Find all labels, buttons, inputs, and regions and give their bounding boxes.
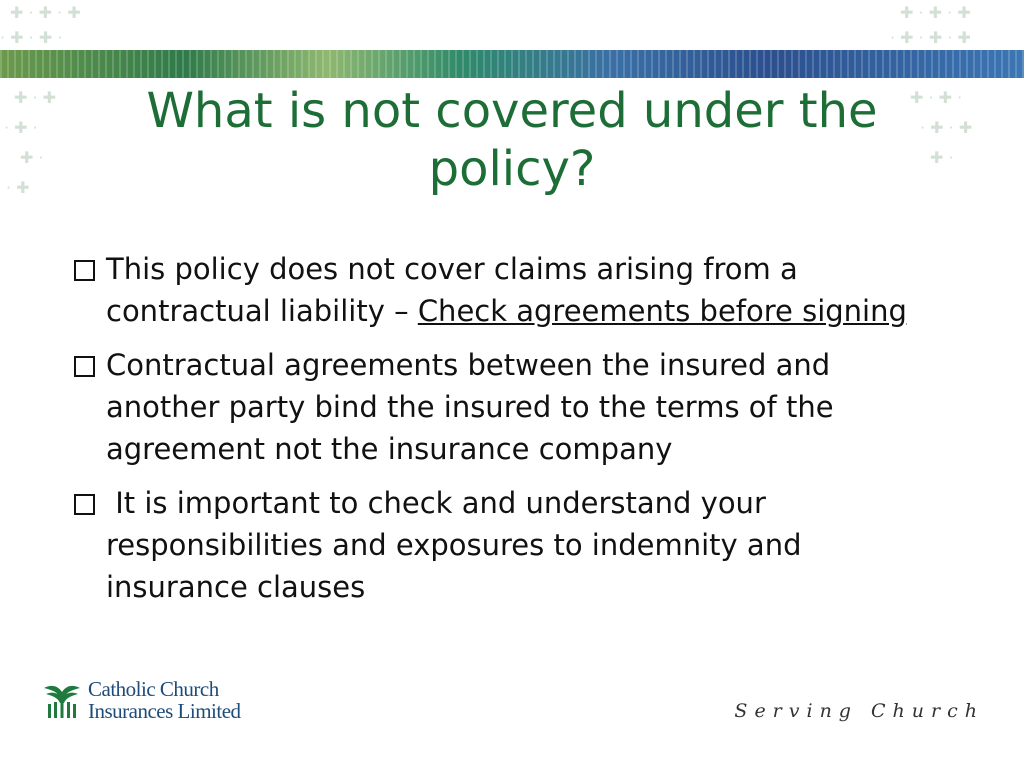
slide-title-line2: policy? (428, 141, 596, 197)
bullet-item (72, 248, 932, 332)
bullet-text: Contractual agreements between the insured and another party bind the insured to the terms of the agreement not the insurance company (106, 348, 834, 466)
slide-title (0, 82, 1024, 198)
checkbox-bullet-icon (74, 260, 95, 281)
checkbox-bullet-icon (74, 356, 95, 377)
tagline: Serving Church (734, 700, 984, 722)
check-agreements-text: Check agreements before signing (417, 294, 907, 328)
bullet-text: It is important to check and understand your responsibilities and exposures to indemnity and insurance clauses (106, 486, 811, 604)
bullet-text: This policy does not cover claims arising from a contractual liability – Check agreements before signing (106, 252, 907, 328)
logo-line2: Insurances Limited (88, 699, 241, 723)
wheat-logo-icon (42, 680, 82, 720)
company-logo (42, 677, 282, 724)
decorative-pattern-right: ✚ · ✚ · ✚ · ✚ · ✚ · ✚ ✚ · ✚ · · ✚ · ✚ ✚ · (890, 3, 973, 167)
slide-title-line1: What is not covered under the (146, 83, 878, 139)
logo-text (88, 678, 241, 722)
decorative-pattern-left: ✚ · ✚ · ✚ · ✚ · ✚ · ✚ · ✚ · ✚ · ✚ · · ✚ (0, 3, 81, 197)
logo-line1: Catholic Church (88, 677, 219, 701)
bullet-item (72, 344, 932, 470)
bullet-list (72, 248, 932, 620)
bullet-item (72, 482, 932, 608)
header-banner-texture (0, 50, 1024, 78)
checkbox-bullet-icon (74, 494, 95, 515)
